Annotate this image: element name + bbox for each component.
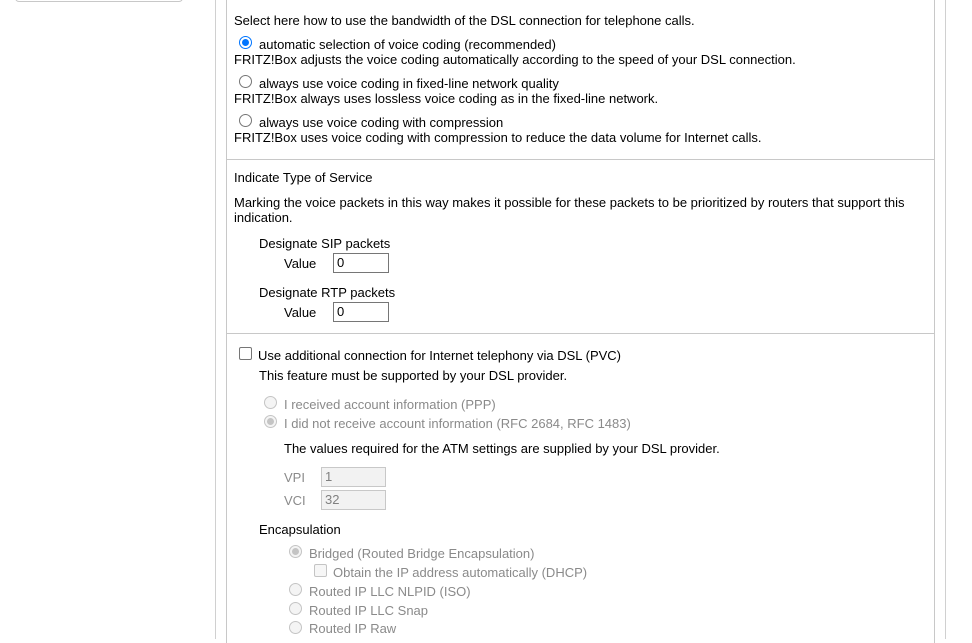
sip-value-input[interactable]: 0 bbox=[333, 253, 389, 273]
vci-input[interactable]: 32 bbox=[321, 490, 386, 510]
encap-snap-radio[interactable] bbox=[289, 602, 302, 615]
voice-coding-auto-desc: FRITZ!Box adjusts the voice coding automatically according to the speed of your DSL connection. bbox=[234, 52, 796, 67]
encap-raw-radio[interactable] bbox=[289, 621, 302, 634]
encap-bridged-label[interactable]: Bridged (Routed Bridge Encapsulation) bbox=[309, 546, 535, 561]
sip-packets-label: Designate SIP packets bbox=[259, 236, 391, 251]
tos-desc-line1: Marking the voice packets in this way makes it possible for these packets to be prioritized by routers that support this bbox=[234, 195, 905, 210]
voice-coding-fixed-line-label[interactable]: always use voice coding in fixed-line network quality bbox=[259, 76, 559, 91]
rtp-value-input[interactable]: 0 bbox=[333, 302, 389, 322]
voice-coding-intro: Select here how to use the bandwidth of the DSL connection for telephone calls. bbox=[234, 13, 695, 28]
account-ppp-label[interactable]: I received account information (PPP) bbox=[284, 397, 496, 412]
dhcp-checkbox[interactable] bbox=[314, 564, 327, 577]
encapsulation-heading: Encapsulation bbox=[259, 522, 341, 537]
voice-coding-compression-desc: FRITZ!Box uses voice coding with compression to reduce the data volume for Internet calls. bbox=[234, 130, 762, 145]
vpi-input[interactable]: 1 bbox=[321, 467, 386, 487]
vpi-label: VPI bbox=[284, 470, 305, 485]
encap-bridged-radio[interactable] bbox=[289, 545, 302, 558]
encap-nlpid-label[interactable]: Routed IP LLC NLPID (ISO) bbox=[309, 584, 471, 599]
tos-desc-line2: indication. bbox=[234, 210, 293, 225]
pvc-checkbox-label[interactable]: Use additional connection for Internet telephony via DSL (PVC) bbox=[258, 348, 621, 363]
rtp-value-label: Value bbox=[284, 305, 317, 320]
voice-coding-fixed-line-radio[interactable] bbox=[239, 75, 252, 88]
voice-coding-auto-label[interactable]: automatic selection of voice coding (recommended) bbox=[259, 37, 556, 52]
encap-nlpid-radio[interactable] bbox=[289, 583, 302, 596]
voice-coding-auto-radio[interactable] bbox=[239, 36, 252, 49]
tos-heading: Indicate Type of Service bbox=[234, 170, 373, 185]
voice-coding-compression-label[interactable]: always use voice coding with compression bbox=[259, 115, 504, 130]
sip-value-label: Value bbox=[284, 256, 317, 271]
encap-snap-label[interactable]: Routed IP LLC Snap bbox=[309, 603, 429, 618]
voice-coding-fixed-line-desc: FRITZ!Box always uses lossless voice coding as in the fixed-line network. bbox=[234, 91, 659, 106]
encap-raw-label[interactable]: Routed IP Raw bbox=[309, 621, 397, 636]
account-rfc-label[interactable]: I did not receive account information (RFC 2684, RFC 1483) bbox=[284, 416, 631, 431]
rtp-packets-label: Designate RTP packets bbox=[259, 285, 396, 300]
pvc-checkbox[interactable] bbox=[239, 347, 252, 360]
vci-label: VCI bbox=[284, 493, 306, 508]
left-sidebar-box bbox=[15, 0, 183, 2]
account-rfc-radio[interactable] bbox=[264, 415, 277, 428]
account-ppp-radio[interactable] bbox=[264, 396, 277, 409]
pvc-provider-note: This feature must be supported by your DSL provider. bbox=[259, 368, 568, 383]
atm-note: The values required for the ATM settings are supplied by your DSL provider. bbox=[284, 441, 720, 456]
voice-coding-compression-radio[interactable] bbox=[239, 114, 252, 127]
dhcp-label[interactable]: Obtain the IP address automatically (DHCP) bbox=[333, 565, 588, 580]
